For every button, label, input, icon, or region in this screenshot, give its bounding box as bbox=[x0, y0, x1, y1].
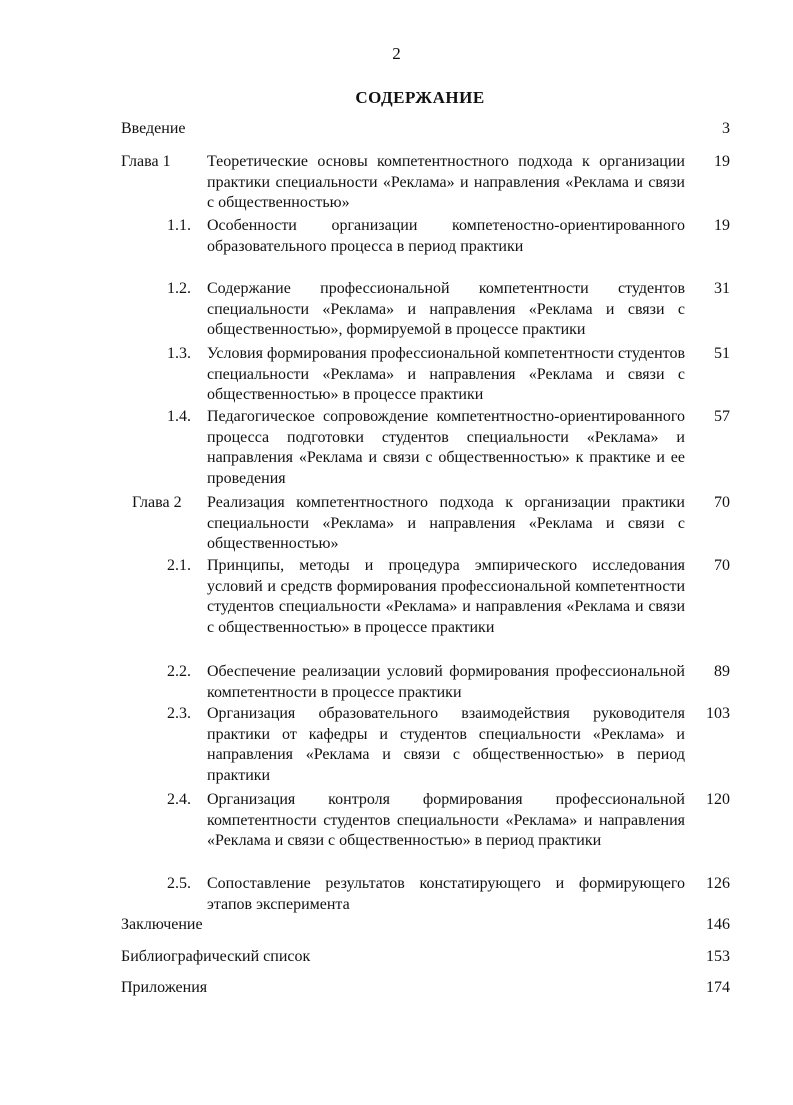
toc-entry-section-2-1[interactable] bbox=[0, 556, 793, 660]
toc-title: СОДЕРЖАНИЕ bbox=[355, 88, 485, 107]
toc-entry-page: 120 bbox=[706, 791, 730, 808]
toc-entry-text: Реализация компетентностного подхода к организации практики специальности «Реклама» и направления «Реклама и связи с общественностью» bbox=[207, 494, 685, 553]
toc-entry-label: Приложения bbox=[121, 979, 208, 996]
toc-entry-text: Особенности организации компетеностно-ориентированного образовательного процесса в период практики bbox=[207, 217, 685, 255]
toc-entry-text: Организация образовательного взаимодействия руководителя практики от кафедры и студентов специальности «Реклама» и направления «Реклама и связи с общественностью» в период практики bbox=[207, 705, 685, 784]
toc-entry-label: Библиографический список bbox=[121, 948, 311, 965]
toc-entry-page: 103 bbox=[706, 705, 730, 722]
toc-entry-appendices[interactable] bbox=[0, 978, 793, 1000]
toc-entry-section-2-4[interactable] bbox=[0, 790, 793, 874]
toc-entry-label: 2.5. bbox=[167, 875, 191, 892]
toc-entry-page: 19 bbox=[714, 153, 730, 170]
toc-entry-label: Глава 2 bbox=[132, 494, 182, 511]
toc-entry-section-1-2[interactable] bbox=[0, 279, 793, 341]
toc-entry-page: 3 bbox=[722, 120, 730, 137]
toc-entry-page: 146 bbox=[706, 916, 730, 933]
toc-entry-page: 51 bbox=[714, 345, 730, 362]
toc-entry-label: Заключение bbox=[121, 916, 203, 933]
toc-entry-conclusion[interactable] bbox=[0, 915, 793, 937]
toc-entry-section-2-3[interactable] bbox=[0, 704, 793, 788]
toc-entry-label: 2.4. bbox=[167, 791, 191, 808]
toc-entry-text: Содержание профессиональной компетентности студентов специальности «Реклама» и направления «Реклама и связи с общественностью», формируемой в процессе практики bbox=[207, 280, 685, 339]
toc-entry-label: 1.4. bbox=[167, 408, 191, 425]
toc-entry-label: 2.3. bbox=[167, 705, 191, 722]
toc-entry-page: 89 bbox=[714, 663, 730, 680]
toc-entry-section-1-1[interactable] bbox=[0, 216, 793, 278]
toc-entry-text: Обеспечение реализации условий формирования профессиональной компетентности в процессе практики bbox=[207, 663, 685, 701]
toc-entry-page: 70 bbox=[714, 557, 730, 574]
toc-entry-text: Условия формирования профессиональной компетентности студентов специальности «Реклама» и направления «Реклама и связи с общественностью» в процессе практики bbox=[207, 345, 685, 404]
toc-entry-label: 1.2. bbox=[167, 280, 191, 297]
toc-entry-chapter-1[interactable] bbox=[0, 152, 793, 215]
toc-entry-label: Введение bbox=[121, 120, 186, 137]
toc-entry-label: 1.3. bbox=[167, 345, 191, 362]
toc-entry-text: Теоретические основы компетентностного подхода к организации практики специальности «Реклама» и направления «Реклама и связи с общественностью» bbox=[207, 153, 685, 212]
toc-entry-page: 153 bbox=[706, 948, 730, 965]
toc-entry-label: 1.1. bbox=[167, 217, 191, 234]
toc-entry-label: Глава 1 bbox=[121, 153, 171, 170]
toc-entry-text: Сопоставление результатов констатирующего и формирующего этапов эксперимента bbox=[207, 875, 685, 913]
toc-entry-page: 70 bbox=[714, 494, 730, 511]
toc-entry-bibliography[interactable] bbox=[0, 947, 793, 969]
toc-entry-page: 57 bbox=[714, 408, 730, 425]
toc-entry-page: 126 bbox=[706, 875, 730, 892]
toc-entry-section-1-3[interactable] bbox=[0, 344, 793, 406]
toc-entry-section-2-2[interactable] bbox=[0, 662, 793, 704]
toc-entry-section-2-5[interactable] bbox=[0, 874, 793, 916]
toc-entry-text: Педагогическое сопровождение компетентностно-ориентированного процесса подготовки студентов специальности «Реклама» и направления «Реклама и связи с общественностью» к практике и ее проведения bbox=[207, 408, 685, 487]
toc-entry-section-1-4[interactable] bbox=[0, 407, 793, 491]
toc-entry-label: 2.1. bbox=[167, 557, 191, 574]
toc-entry-page: 31 bbox=[714, 280, 730, 297]
toc-entry-introduction[interactable] bbox=[0, 119, 793, 141]
toc-entry-page: 19 bbox=[714, 217, 730, 234]
toc-entry-text: Организация контроля формирования профессиональной компетентности студентов специальности «Реклама» и направления «Реклама и связи с общественностью» в период практики bbox=[207, 791, 685, 850]
page-number: 2 bbox=[392, 44, 401, 63]
toc-entry-label: 2.2. bbox=[167, 663, 191, 680]
toc-entry-page: 174 bbox=[706, 979, 730, 996]
toc-entry-chapter-2[interactable] bbox=[0, 493, 793, 555]
toc-entry-text: Принципы, методы и процедура эмпирического исследования условий и средств формирования профессиональной компетентности студентов специальности «Реклама» и направления «Реклама и связи с общественностью» в процессе практики bbox=[207, 557, 685, 636]
